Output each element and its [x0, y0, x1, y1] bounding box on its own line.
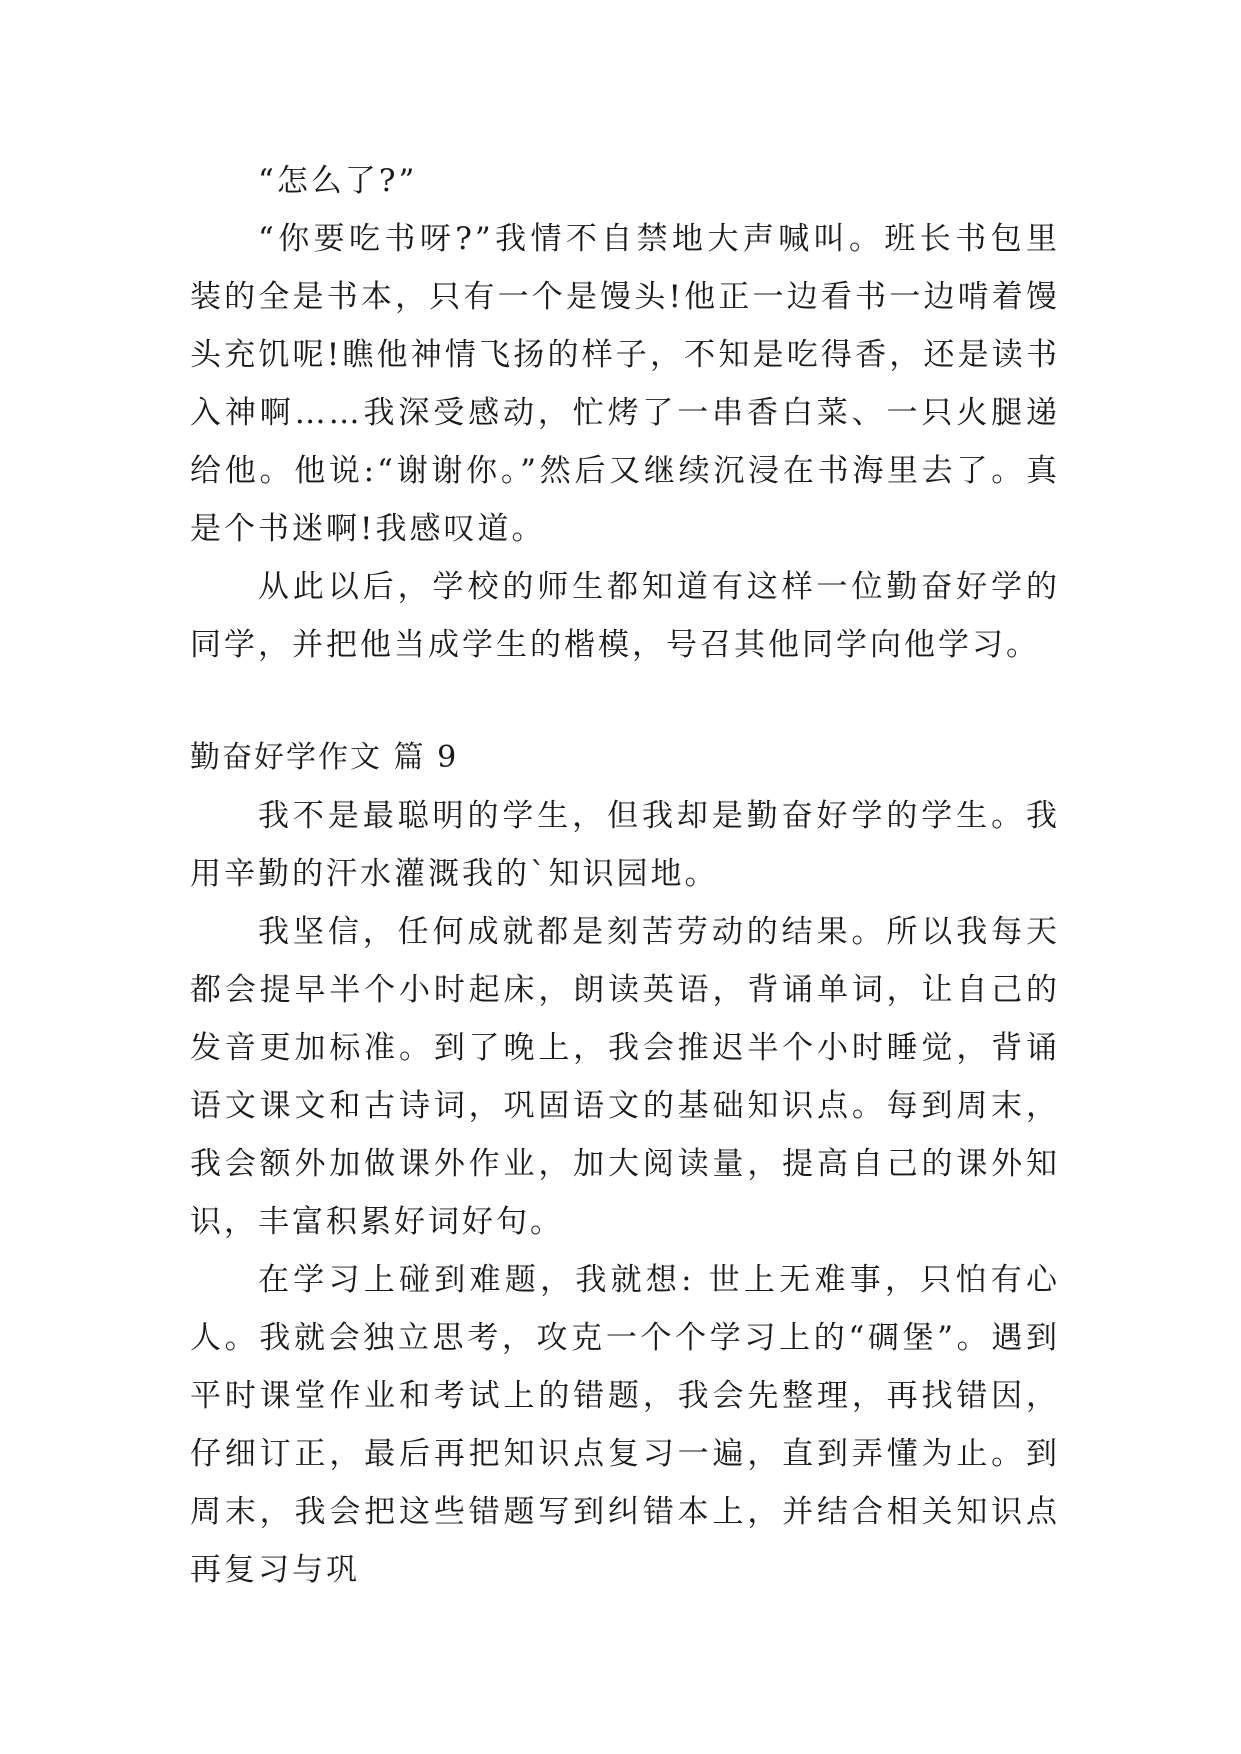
paragraph: “你要吃书呀?”我情不自禁地大声喊叫。班长书包里装的全是书本，只有一个是馒头!他正一边看书一边啃着馒头充饥呢!瞧他神情飞扬的样子，不知是吃得香，还是读书入神啊……我深受感动，忙烤了一串香白菜、一只火腿递给他。他说:“谢谢你。”然后又继续沉浸在书海里去了。真是个书迷啊!我感叹道。	[190, 221, 1060, 547]
paragraph: 我坚信，任何成就都是刻苦劳动的结果。所以我每天都会提早半个小时起床，朗读英语，背诵单词，让自己的发音更加标准。到了晚上，我会推迟半个小时睡觉，背诵语文课文和古诗词，巩固语文的基础知识点。每到周末，我会额外加做课外作业，加大阅读量，提高自己的课外知识，丰富积累好词好句。	[190, 914, 1060, 1240]
document-body	[190, 152, 1060, 1599]
section-heading: 勤奋好学作文 篇 9	[190, 740, 459, 775]
paragraph: 我不是最聪明的学生，但我却是勤奋好学的学生。我用辛勤的汗水灌溉我的`知识园地。	[190, 798, 1060, 892]
paragraph: 从此以后，学校的师生都知道有这样一位勤奋好学的同学，并把他当成学生的楷模，号召其他同学向他学习。	[190, 569, 1060, 663]
paragraph: “怎么了?”	[258, 163, 418, 199]
paragraph: 在学习上碰到难题，我就想: 世上无难事，只怕有心人。我就会独立思考，攻克一个个学习上的“碉堡”。遇到平时课堂作业和考试上的错题，我会先整理，再找错因，仔细订正，最后再把知识点复习一遍，直到弄懂为止。到周末，我会把这些错题写到纠错本上，并结合相关知识点再复习与巩	[190, 1262, 1060, 1588]
